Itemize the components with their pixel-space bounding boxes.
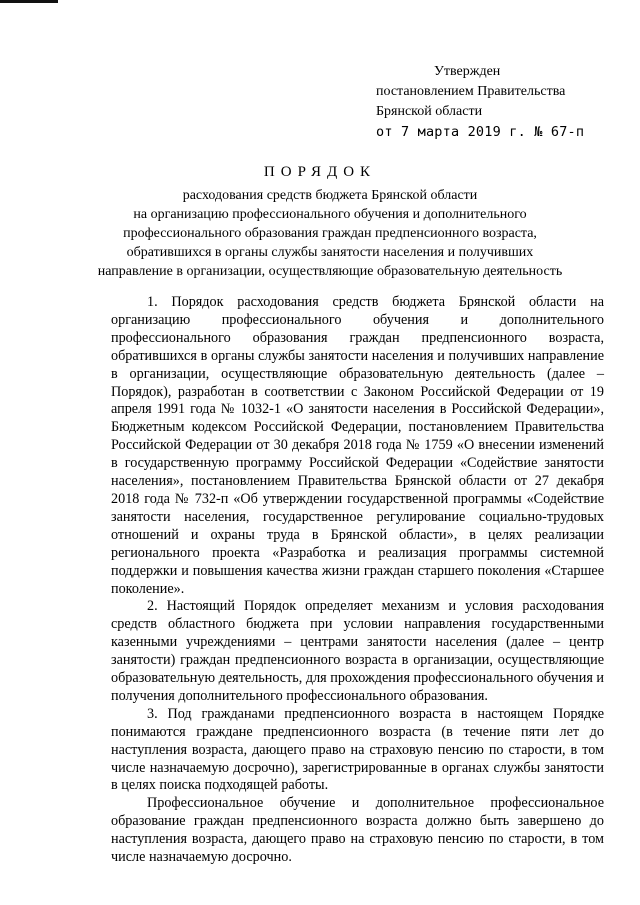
paragraph-1: 1. Порядок расходования средств бюджета Брянской области на организацию профессионального обучения и дополнительного профессионального образования граждан предпенсионного возраста, обратившихся в органы службы занятости населения и получивших направление в организации, осуществляющие образовательную деятельность (далее – Порядок), разработан в соответствии с Законом Российской Федерации от 19 апреля 1991 года № 1032-1 «О занятости населения в Российской Федерации», Бюджетным кодексом Российской Федерации, постановлением Правительства Российской Федерации от 30 декабря 2018 года № 1759 «О внесении изменений в государственную программу Российской Федерации «Содействие занятости населения», постановлением Правительства Брянской области от 27 декабря 2018 года № 732-п «Об утверждении государственной программы «Содействие занятости населения, государственное регулирование социально-трудовых отношений и охраны труда в Брянской области», в целях реализации регионального проекта «Разработка и реализация программы системной поддержки и повышения качества жизни граждан старшего поколения «Старшее поколение». — [111, 294, 604, 597]
subtitle-line-1: расходования средств бюджета Брянской области — [182, 188, 478, 203]
paragraph-3: 3. Под гражданами предпенсионного возраста в настоящем Порядке понимаются граждане предпенсионного возраста (в течение пяти лет до наступления возраста, дающего право на страховую пенсию по старости, в том числе назначаемую досрочно), зарегистрированные в органах службы занятости в целях поиска подходящей работы. — [111, 705, 604, 794]
subtitle-line-5: направление в организации, осуществляющие образовательную деятельность — [97, 264, 563, 279]
paragraph-4: Профессиональное обучение и дополнительное профессиональное образование граждан предпенсионного возраста должно быть завершено до наступления возраста, дающего право на страховую пенсию по старости, в том числе назначаемую досрочно. — [111, 795, 604, 866]
document-body — [111, 294, 604, 867]
document-subtitle — [97, 186, 563, 281]
top-edge-line — [0, 0, 58, 3]
subtitle-line-2: на организацию профессионального обучения и дополнительного — [133, 207, 527, 222]
document-title: ПОРЯДОК — [263, 164, 377, 180]
approval-stamp — [376, 62, 626, 142]
approval-line-2: постановлением Правительства — [376, 84, 566, 99]
subtitle-line-3: профессионального образования граждан предпенсионного возраста, — [123, 226, 537, 241]
subtitle-line-4: обратившихся в органы службы занятости населения и получивших — [126, 245, 534, 260]
approval-line-3: Брянской области — [376, 104, 483, 119]
approval-line-1: Утвержден — [434, 64, 501, 79]
approval-date: от 7 марта 2019 г. № 67-п — [376, 124, 585, 140]
paragraph-2: 2. Настоящий Порядок определяет механизм и условия расходования средств областного бюджета при условии направления государственными казенными учреждениями – центрами занятости населения (далее – центр занятости) граждан предпенсионного возраста в организации, осуществляющие образовательную деятельность, для прохождения профессионального обучения и получения дополнительного профессионального образования. — [111, 598, 604, 704]
